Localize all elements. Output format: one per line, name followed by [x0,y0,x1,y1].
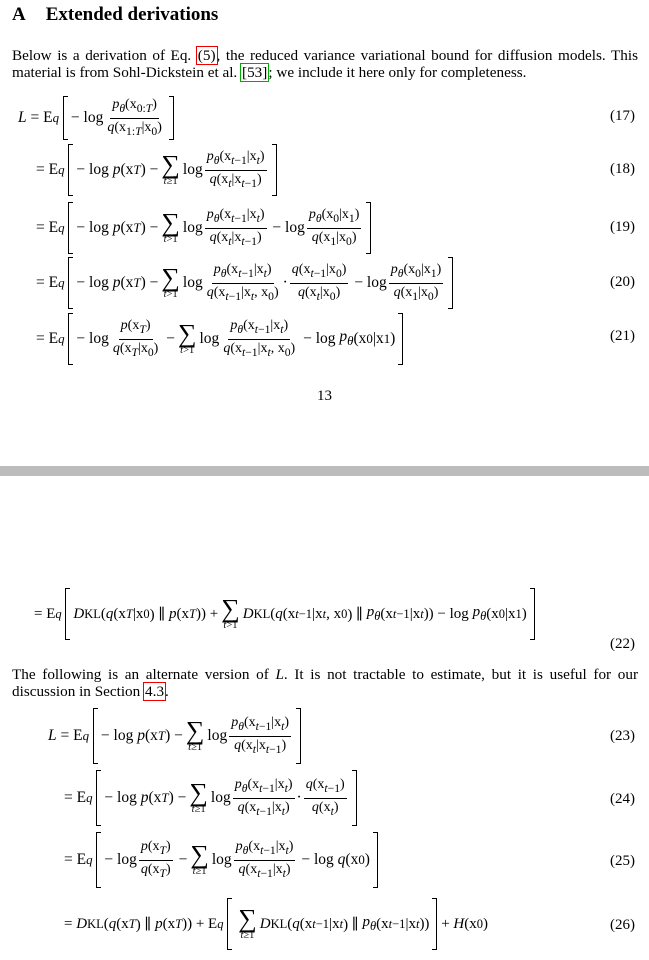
fraction: $\frac{p_\theta(x_{t-1}|x_t)}{q(x_t|x_{t-1})}$ [206,206,265,248]
equation-18: = E q − log p (x T ) − ∑ t≥1 log $\frac{p_\theta(x_{t-1}|x_t)}{q(x_t|x_{t-1})}$ [36,144,277,196]
fraction: $\frac{q(x_{t-1}|x_0)}{q(x_t|x_0)}$ [291,261,347,303]
fraction: $\frac{q(x_{t-1})}{q(x_t)}$ [305,776,345,818]
fraction: $\frac{p_\theta(x_{t-1}|x_t)}{q(x_{t-1}|x_t)}$ [234,776,293,818]
citation-53-link[interactable]: [53] [242,64,268,81]
equation-number-26: (26) [610,917,635,933]
summation: ∑ t>1 [161,263,180,300]
page-number: 13 [317,388,332,404]
equation-number-22: (22) [610,636,635,652]
alt-var: L [275,666,284,683]
summation: ∑ t≥1 [161,150,180,187]
fraction: $\frac{p(x_T)}{q(x_T|x_0)}$ [112,317,159,359]
right-bracket [366,202,371,254]
left-bracket [68,202,73,254]
alt-paragraph [12,666,638,700]
summation: ∑ t>1 [221,594,240,631]
right-bracket [530,588,535,640]
fraction: $\frac{p_\theta(x_0|x_1)}{q(x_1|x_0)}$ [390,261,442,303]
page-separator [0,466,649,476]
alt-text-2: . It is not tractable to estimate, but it is useful for our discussion in Section [12,666,639,700]
equation-number-23: (23) [610,728,635,744]
summation: ∑ t>1 [161,208,180,245]
intro-text-3: ; we include it here only for completeness. [268,64,527,81]
right-bracket [448,257,453,309]
equation-number-18: (18) [610,161,635,177]
equation-17: L = E q − log $\frac{p_\theta(x_{0:T})}{q(x_{1:T}|x_0)}$ [18,96,174,140]
fraction: $\frac{p_\theta(x_0|x_1)}{q(x_1|x_0)}$ [308,206,360,248]
intro-text-1: Below is a derivation of Eq. [12,47,192,64]
summation: ∑ t≥1 [238,904,257,941]
fraction: $\frac{p_\theta(x_{0:T})}{q(x_{1:T}|x_0)}$ [107,96,162,138]
equation-25: = E q − log $\frac{p(x_T)}{q(x_T)}$ − ∑ t≥1 log $\frac{p_\theta(x_{t-1}|x_t)}{q(x_{t-1}|x_t)}$ − log q (x 0 ) [64,832,378,888]
page-13 [0,0,649,466]
equation-number-21: (21) [610,328,635,344]
left-bracket [63,96,68,140]
section-title: Extended derivations [45,4,219,25]
equation-22: = E q D KL ( q (x T |x 0 ) ∥ p (x T )) + ∑ t>1 D KL ( q (x t−1 |x t , x 0 ) ∥ $p_\theta$ (x t−1 |x t )) − log $p_\theta$ (x 0 |x 1 ) [34,588,535,640]
summation: ∑ t≥1 [190,840,209,877]
equation-number-17: (17) [610,108,635,124]
right-bracket [432,898,437,950]
left-bracket [93,708,98,764]
right-bracket [352,770,357,826]
fraction: $\frac{p_\theta(x_{t-1}|x_t)}{q(x_{t-1}|x_t, x_0)}$ [223,317,296,359]
right-bracket [296,708,301,764]
equation-26: = D KL ( q (x T ) ∥ p (x T )) + E q ∑ t≥1 D KL ( q (x t−1 |x t ) ∥ $p_\theta$ (x t−1 |x t )) + H (x 0 ) [64,898,488,950]
left-bracket [227,898,232,950]
equation-23: L = E q − log p (x T ) − ∑ t≥1 log $\frac{p_\theta(x_{t-1}|x_t)}{q(x_t|x_{t-1})}$ [48,708,301,764]
intro-paragraph [12,47,638,81]
alt-text-3: . [165,683,169,700]
alt-text-1: The following is an alternate version of [12,666,269,683]
left-bracket [68,313,73,365]
left-bracket [96,770,101,826]
page-14 [0,476,649,960]
left-bracket [68,257,73,309]
equation-21: = E q − log $\frac{p(x_T)}{q(x_T|x_0)}$ − ∑ t>1 log $\frac{p_\theta(x_{t-1}|x_t)}{q(x_{t-1}|x_t, x_0)}$ − log $p_\theta$ (x 0 |x 1 ) [36,313,403,365]
section-number: A [12,4,26,25]
left-bracket [65,588,70,640]
eq-5-link[interactable]: (5) [197,47,216,64]
right-bracket [272,144,277,196]
left-bracket [68,144,73,196]
equation-number-19: (19) [610,219,635,235]
right-bracket [398,313,403,365]
equation-24: = E q − log p (x T ) − ∑ t≥1 log $\frac{p_\theta(x_{t-1}|x_t)}{q(x_{t-1}|x_t)}$ · $\frac{q(x_{t-1})}{q(x_t)}$ [64,770,357,826]
equation-19: = E q − log p (x T ) − ∑ t>1 log $\frac{p_\theta(x_{t-1}|x_t)}{q(x_t|x_{t-1})}$ − log $\frac{p_\theta(x_0|x_1)}{q(x_1|x_0)}$ [36,202,371,254]
fraction: $\frac{p(x_T)}{q(x_T)}$ [140,838,171,880]
fraction: $\frac{p_\theta(x_{t-1}|x_t)}{q(x_t|x_{t-1})}$ [206,148,265,190]
fraction: $\frac{p_\theta(x_{t-1}|x_t)}{q(x_{t-1}|x_t)}$ [235,838,294,880]
fraction: $\frac{p_\theta(x_{t-1}|x_t)}{q(x_t|x_{t-1})}$ [231,714,290,756]
fraction: $\frac{p_\theta(x_{t-1}|x_t)}{q(x_{t-1}|x_t, x_0)}$ [206,261,279,303]
intro-text-2: , the reduced variance variational bound for diffusion models. This material is from Sohl-Dickstein et al. [12,47,638,81]
right-bracket [169,96,174,140]
equation-20: = E q − log p (x T ) − ∑ t>1 log $\frac{p_\theta(x_{t-1}|x_t)}{q(x_{t-1}|x_t, x_0)}$ · $\frac{q(x_{t-1}|x_0)}{q(x_t|x_0)}$ − log $\frac{p_\theta(x_0|x_1)}{q(x_1|x_0)}$ [36,257,453,309]
section-heading [12,4,218,26]
summation: ∑ t>1 [177,319,197,356]
equation-number-24: (24) [610,791,635,807]
summation: ∑ t≥1 [189,778,208,815]
right-bracket [373,832,378,888]
summation: ∑ t≥1 [185,716,205,753]
left-bracket [96,832,101,888]
section-4-3-link[interactable]: 4.3 [145,683,165,700]
equation-number-25: (25) [610,853,635,869]
equation-number-20: (20) [610,274,635,290]
